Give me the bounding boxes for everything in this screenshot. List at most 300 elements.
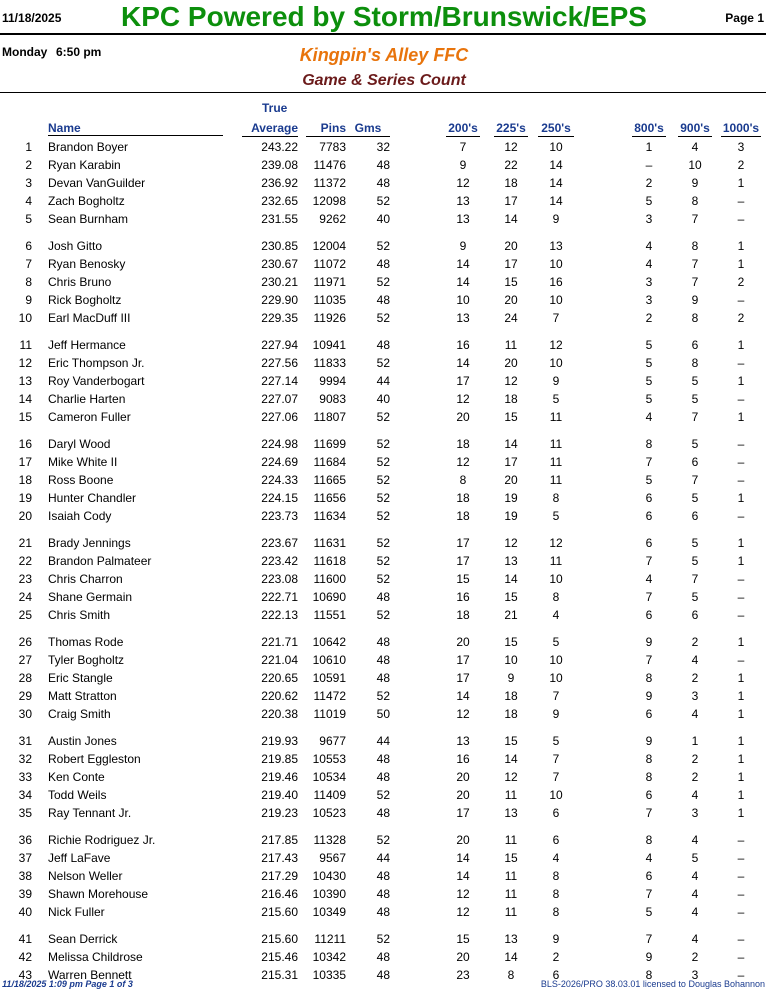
cell-count-225: 17 xyxy=(504,194,518,208)
col-200-header: 200's xyxy=(446,121,480,137)
cell-average: 223.08 xyxy=(261,572,298,586)
cell-average: 224.69 xyxy=(261,455,298,469)
cell-count-1000: 1 xyxy=(737,689,745,703)
cell-name: Robert Eggleston xyxy=(48,752,141,766)
cell-average: 230.85 xyxy=(261,239,298,253)
cell-pins: 12004 xyxy=(312,239,346,253)
cell-rank: 3 xyxy=(25,176,32,190)
cell-games: 52 xyxy=(376,455,390,469)
cell-count-225: 11 xyxy=(504,833,518,847)
col-pins-header: Pins xyxy=(306,121,346,137)
cell-name: Chris Bruno xyxy=(48,275,112,289)
cell-rank: 28 xyxy=(18,671,32,685)
cell-count-900: 3 xyxy=(691,806,699,820)
cell-games: 52 xyxy=(376,554,390,568)
cell-games: 52 xyxy=(376,833,390,847)
cell-count-1000: 1 xyxy=(737,257,745,271)
cell-count-800: 4 xyxy=(645,572,653,586)
cell-count-250: 7 xyxy=(552,311,560,325)
cell-count-1000: – xyxy=(737,950,745,964)
cell-count-800: 6 xyxy=(645,536,653,550)
cell-count-250: 10 xyxy=(549,788,563,802)
cell-name: Richie Rodriguez Jr. xyxy=(48,833,156,847)
cell-count-900: 7 xyxy=(691,257,699,271)
cell-average: 227.56 xyxy=(261,356,298,370)
cell-name: Shawn Morehouse xyxy=(48,887,149,901)
cell-count-800: 6 xyxy=(645,788,653,802)
cell-name: Ryan Karabin xyxy=(48,158,121,172)
cell-count-200: 12 xyxy=(456,707,470,721)
cell-name: Ryan Benosky xyxy=(48,257,126,271)
cell-name: Hunter Chandler xyxy=(48,491,137,505)
cell-count-800: 6 xyxy=(645,509,653,523)
cell-count-1000: – xyxy=(737,590,745,604)
cell-average: 224.98 xyxy=(261,437,298,451)
cell-count-250: 6 xyxy=(552,806,560,820)
cell-count-800: 6 xyxy=(645,491,653,505)
cell-average: 217.85 xyxy=(261,833,298,847)
cell-count-225: 13 xyxy=(504,554,518,568)
cell-count-900: 7 xyxy=(691,473,699,487)
cell-rank: 6 xyxy=(25,239,32,253)
cell-average: 223.42 xyxy=(261,554,298,568)
cell-count-1000: – xyxy=(737,572,745,586)
cell-pins: 11372 xyxy=(313,176,346,190)
cell-count-200: 16 xyxy=(456,338,470,352)
cell-count-1000: 1 xyxy=(737,536,745,550)
cell-count-250: 10 xyxy=(549,356,563,370)
cell-count-200: 8 xyxy=(459,473,467,487)
cell-rank: 7 xyxy=(25,257,32,271)
cell-count-800: 8 xyxy=(645,833,653,847)
cell-count-900: 8 xyxy=(691,311,699,325)
cell-average: 223.73 xyxy=(261,509,298,523)
cell-count-1000: 1 xyxy=(737,176,745,190)
cell-count-200: 17 xyxy=(456,536,470,550)
cell-average: 229.35 xyxy=(261,311,298,325)
cell-count-225: 19 xyxy=(504,509,518,523)
cell-count-1000: 3 xyxy=(737,140,745,154)
cell-rank: 13 xyxy=(18,374,32,388)
cell-pins: 11019 xyxy=(313,707,346,721)
cell-count-200: 17 xyxy=(456,653,470,667)
cell-rank: 16 xyxy=(18,437,32,451)
cell-count-900: 2 xyxy=(691,635,699,649)
col-900-header: 900's xyxy=(678,121,712,137)
cell-average: 219.46 xyxy=(261,770,298,784)
cell-average: 222.71 xyxy=(261,590,298,604)
cell-count-250: 10 xyxy=(549,671,563,685)
cell-count-1000: 1 xyxy=(737,806,745,820)
cell-count-900: 7 xyxy=(691,212,699,226)
cell-count-900: 5 xyxy=(691,590,699,604)
cell-count-250: 10 xyxy=(549,572,563,586)
cell-games: 52 xyxy=(376,491,390,505)
page-number: Page 1 xyxy=(725,11,764,25)
cell-count-225: 20 xyxy=(504,356,518,370)
cell-count-800: 8 xyxy=(645,770,653,784)
cell-rank: 4 xyxy=(25,194,32,208)
cell-count-1000: – xyxy=(737,833,745,847)
cell-count-225: 12 xyxy=(504,770,518,784)
cell-count-900: 9 xyxy=(691,176,699,190)
cell-average: 230.21 xyxy=(261,275,298,289)
cell-games: 52 xyxy=(376,239,390,253)
cell-count-900: 5 xyxy=(691,554,699,568)
cell-count-1000: 1 xyxy=(737,770,745,784)
cell-count-1000: – xyxy=(737,653,745,667)
cell-count-800: 7 xyxy=(645,455,653,469)
cell-name: Devan VanGuilder xyxy=(48,176,146,190)
cell-count-200: 18 xyxy=(456,437,470,451)
cell-rank: 37 xyxy=(18,851,32,865)
cell-count-250: 9 xyxy=(552,212,560,226)
cell-average: 236.92 xyxy=(261,176,298,190)
cell-pins: 9994 xyxy=(319,374,346,388)
cell-pins: 9677 xyxy=(319,734,346,748)
cell-count-800: 3 xyxy=(645,212,653,226)
cell-pins: 10349 xyxy=(312,905,346,919)
cell-average: 219.85 xyxy=(261,752,298,766)
cell-games: 52 xyxy=(376,311,390,325)
cell-count-900: 7 xyxy=(691,410,699,424)
cell-rank: 25 xyxy=(18,608,32,622)
cell-count-900: 3 xyxy=(691,689,699,703)
cell-count-200: 20 xyxy=(456,788,470,802)
cell-count-200: 20 xyxy=(456,950,470,964)
cell-count-800: 8 xyxy=(645,752,653,766)
cell-count-800: 3 xyxy=(645,275,653,289)
cell-count-250: 10 xyxy=(549,257,563,271)
cell-rank: 21 xyxy=(18,536,32,550)
cell-count-1000: – xyxy=(737,968,745,982)
cell-count-250: 16 xyxy=(549,275,563,289)
cell-count-900: 5 xyxy=(691,851,699,865)
cell-count-900: 2 xyxy=(691,770,699,784)
cell-name: Zach Bogholtz xyxy=(48,194,125,208)
cell-count-800: 7 xyxy=(645,554,653,568)
cell-rank: 5 xyxy=(25,212,32,226)
cell-count-800: 4 xyxy=(645,410,653,424)
cell-count-1000: – xyxy=(737,869,745,883)
cell-count-900: 4 xyxy=(691,833,699,847)
cell-count-225: 8 xyxy=(507,968,515,982)
cell-pins: 9567 xyxy=(319,851,346,865)
cell-count-200: 12 xyxy=(456,455,470,469)
cell-name: Chris Charron xyxy=(48,572,123,586)
cell-average: 224.33 xyxy=(261,473,298,487)
cell-count-200: 10 xyxy=(456,293,470,307)
cell-count-900: 4 xyxy=(691,707,699,721)
cell-rank: 42 xyxy=(18,950,32,964)
cell-games: 48 xyxy=(376,590,390,604)
cell-average: 220.38 xyxy=(261,707,298,721)
cell-count-225: 22 xyxy=(504,158,518,172)
cell-count-1000: – xyxy=(737,392,745,406)
cell-count-225: 11 xyxy=(504,905,518,919)
cell-name: Eric Thompson Jr. xyxy=(48,356,145,370)
cell-count-225: 14 xyxy=(504,572,518,586)
cell-count-800: 8 xyxy=(645,437,653,451)
cell-count-900: 4 xyxy=(691,653,699,667)
footer-license: BLS-2026/PRO 38.03.01 licensed to Douglas Bohannon xyxy=(540,979,765,989)
cell-count-900: 10 xyxy=(688,158,702,172)
cell-pins: 11634 xyxy=(313,509,346,523)
cell-games: 52 xyxy=(376,788,390,802)
cell-games: 52 xyxy=(376,194,390,208)
cell-rank: 33 xyxy=(18,770,32,784)
cell-rank: 19 xyxy=(18,491,32,505)
cell-name: Charlie Harten xyxy=(48,392,126,406)
cell-average: 224.15 xyxy=(261,491,298,505)
cell-count-200: 13 xyxy=(456,311,470,325)
col-1000-header: 1000's xyxy=(722,121,760,135)
cell-count-200: 17 xyxy=(456,554,470,568)
cell-rank: 30 xyxy=(18,707,32,721)
cell-count-250: 5 xyxy=(552,734,560,748)
cell-average: 219.23 xyxy=(261,806,298,820)
cell-name: Ken Conte xyxy=(48,770,105,784)
cell-rank: 22 xyxy=(18,554,32,568)
cell-count-900: 6 xyxy=(691,608,699,622)
cell-count-200: 18 xyxy=(456,491,470,505)
cell-pins: 11476 xyxy=(313,158,346,172)
cell-count-1000: – xyxy=(737,293,745,307)
cell-count-800: 8 xyxy=(645,968,653,982)
cell-name: Tyler Bogholtz xyxy=(48,653,125,667)
cell-count-200: 12 xyxy=(456,392,470,406)
cell-count-1000: 1 xyxy=(737,707,745,721)
cell-count-800: 8 xyxy=(645,671,653,685)
cell-pins: 7783 xyxy=(319,140,346,154)
cell-count-800: 2 xyxy=(645,176,653,190)
cell-count-800: 5 xyxy=(645,338,653,352)
cell-rank: 32 xyxy=(18,752,32,766)
cell-count-200: 20 xyxy=(456,770,470,784)
cell-count-200: 9 xyxy=(459,239,467,253)
cell-average: 231.55 xyxy=(261,212,298,226)
cell-rank: 8 xyxy=(25,275,32,289)
cell-rank: 18 xyxy=(18,473,32,487)
cell-count-225: 14 xyxy=(504,752,518,766)
cell-name: Thomas Rode xyxy=(48,635,124,649)
cell-name: Eric Stangle xyxy=(48,671,113,685)
cell-name: Melissa Childrose xyxy=(48,950,143,964)
cell-games: 48 xyxy=(376,752,390,766)
cell-count-900: 6 xyxy=(691,455,699,469)
cell-count-1000: 1 xyxy=(737,788,745,802)
true-label: True xyxy=(262,101,288,115)
cell-games: 52 xyxy=(376,932,390,946)
col-average-header: Average xyxy=(242,121,298,137)
cell-pins: 11472 xyxy=(313,689,346,703)
col-225-header: 225's xyxy=(494,121,528,137)
cell-count-225: 13 xyxy=(504,932,518,946)
cell-count-250: 8 xyxy=(552,590,560,604)
cell-average: 222.13 xyxy=(261,608,298,622)
cell-games: 48 xyxy=(376,887,390,901)
cell-games: 52 xyxy=(376,410,390,424)
cell-games: 40 xyxy=(376,392,390,406)
cell-name: Rick Bogholtz xyxy=(48,293,122,307)
cell-games: 52 xyxy=(376,356,390,370)
cell-count-800: – xyxy=(645,158,653,172)
cell-name: Daryl Wood xyxy=(48,437,111,451)
cell-count-225: 12 xyxy=(504,374,518,388)
cell-count-250: 12 xyxy=(549,536,563,550)
cell-count-225: 15 xyxy=(504,851,518,865)
cell-pins: 11665 xyxy=(313,473,346,487)
cell-name: Craig Smith xyxy=(48,707,111,721)
cell-games: 48 xyxy=(376,968,390,982)
cell-name: Josh Gitto xyxy=(48,239,103,253)
cell-count-250: 6 xyxy=(552,833,560,847)
cell-games: 48 xyxy=(376,905,390,919)
cell-count-1000: – xyxy=(737,212,745,226)
cell-count-800: 7 xyxy=(645,653,653,667)
cell-count-250: 4 xyxy=(552,851,560,865)
cell-rank: 9 xyxy=(25,293,32,307)
cell-count-250: 10 xyxy=(549,653,563,667)
cell-count-900: 8 xyxy=(691,239,699,253)
cell-count-225: 17 xyxy=(504,455,518,469)
cell-count-225: 9 xyxy=(507,671,515,685)
cell-count-200: 17 xyxy=(456,671,470,685)
cell-average: 221.71 xyxy=(261,635,298,649)
cell-games: 52 xyxy=(376,536,390,550)
cell-count-200: 12 xyxy=(456,887,470,901)
cell-name: Sean Burnham xyxy=(48,212,129,226)
cell-count-1000: 1 xyxy=(737,752,745,766)
report-day: Monday xyxy=(2,45,48,59)
cell-count-200: 13 xyxy=(456,734,470,748)
cell-count-800: 5 xyxy=(645,392,653,406)
cell-count-900: 1 xyxy=(691,734,699,748)
cell-count-250: 5 xyxy=(552,509,560,523)
cell-name: Shane Germain xyxy=(48,590,133,604)
cell-count-200: 20 xyxy=(456,635,470,649)
cell-count-225: 15 xyxy=(504,275,518,289)
cell-pins: 11618 xyxy=(313,554,346,568)
cell-games: 48 xyxy=(376,158,390,172)
cell-pins: 11833 xyxy=(313,356,346,370)
cell-games: 44 xyxy=(376,374,390,388)
cell-average: 227.07 xyxy=(261,392,298,406)
cell-count-800: 2 xyxy=(645,311,653,325)
cell-count-900: 4 xyxy=(691,788,699,802)
cell-games: 48 xyxy=(376,950,390,964)
cell-pins: 10941 xyxy=(312,338,346,352)
cell-count-900: 9 xyxy=(691,293,699,307)
cell-pins: 11807 xyxy=(313,410,346,424)
cell-count-200: 17 xyxy=(456,374,470,388)
cell-rank: 29 xyxy=(18,689,32,703)
cell-average: 216.46 xyxy=(261,887,298,901)
cell-count-900: 8 xyxy=(691,356,699,370)
cell-count-900: 4 xyxy=(691,869,699,883)
cell-count-800: 7 xyxy=(645,806,653,820)
cell-rank: 26 xyxy=(18,635,32,649)
cell-count-900: 4 xyxy=(691,905,699,919)
cell-average: 215.31 xyxy=(261,968,298,982)
cell-count-200: 9 xyxy=(459,158,467,172)
cell-count-250: 10 xyxy=(549,140,563,154)
cell-name: Nick Fuller xyxy=(48,905,105,919)
cell-count-200: 23 xyxy=(456,968,470,982)
cell-average: 215.60 xyxy=(261,905,298,919)
cell-rank: 2 xyxy=(25,158,32,172)
cell-count-1000: 1 xyxy=(737,239,745,253)
league-name: Kingpin's Alley FFC xyxy=(299,45,469,65)
cell-rank: 39 xyxy=(18,887,32,901)
cell-count-225: 13 xyxy=(504,806,518,820)
cell-count-900: 4 xyxy=(691,932,699,946)
cell-games: 44 xyxy=(376,851,390,865)
cell-count-1000: – xyxy=(737,608,745,622)
cell-count-900: 8 xyxy=(691,194,699,208)
col-gms-header: Gms xyxy=(346,121,390,137)
cell-count-1000: – xyxy=(737,356,745,370)
cell-count-800: 9 xyxy=(645,635,653,649)
cell-count-800: 1 xyxy=(645,140,653,154)
cell-count-225: 14 xyxy=(504,950,518,964)
cell-pins: 11072 xyxy=(313,257,346,271)
cell-rank: 14 xyxy=(18,392,32,406)
cell-games: 50 xyxy=(376,707,390,721)
cell-count-225: 14 xyxy=(504,437,518,451)
cell-count-225: 10 xyxy=(504,653,518,667)
cell-games: 48 xyxy=(376,653,390,667)
cell-name: Ray Tennant Jr. xyxy=(48,806,132,820)
cell-count-1000: 1 xyxy=(737,491,745,505)
cell-count-900: 5 xyxy=(691,536,699,550)
cell-count-200: 20 xyxy=(456,410,470,424)
cell-name: Mike White II xyxy=(48,455,118,469)
cell-count-800: 5 xyxy=(645,473,653,487)
cell-count-250: 7 xyxy=(552,770,560,784)
cell-count-900: 2 xyxy=(691,671,699,685)
cell-rank: 35 xyxy=(18,806,32,820)
cell-count-250: 9 xyxy=(552,374,560,388)
cell-pins: 11211 xyxy=(314,932,346,946)
cell-games: 48 xyxy=(376,671,390,685)
cell-count-800: 7 xyxy=(645,590,653,604)
cell-pins: 11551 xyxy=(313,608,346,622)
cell-count-800: 6 xyxy=(645,707,653,721)
cell-pins: 11035 xyxy=(313,293,346,307)
cell-name: Warren Bennett xyxy=(48,968,132,982)
cell-name: Todd Weils xyxy=(48,788,107,802)
cell-pins: 11699 xyxy=(313,437,346,451)
cell-count-1000: 2 xyxy=(737,158,745,172)
cell-count-225: 15 xyxy=(504,590,518,604)
cell-games: 48 xyxy=(376,257,390,271)
cell-count-225: 21 xyxy=(504,608,518,622)
cell-average: 221.04 xyxy=(261,653,298,667)
cell-name: Austin Jones xyxy=(48,734,117,748)
cell-count-250: 8 xyxy=(552,887,560,901)
report-title: KPC Powered by Storm/Brunswick/EPS xyxy=(121,1,647,32)
cell-count-900: 7 xyxy=(691,572,699,586)
cell-count-225: 17 xyxy=(504,257,518,271)
cell-name: Earl MacDuff III xyxy=(48,311,131,325)
cell-count-900: 3 xyxy=(691,968,699,982)
cell-count-250: 6 xyxy=(552,968,560,982)
cell-count-225: 15 xyxy=(504,734,518,748)
cell-count-800: 4 xyxy=(645,239,653,253)
cell-pins: 9083 xyxy=(319,392,346,406)
cell-count-200: 14 xyxy=(456,851,470,865)
